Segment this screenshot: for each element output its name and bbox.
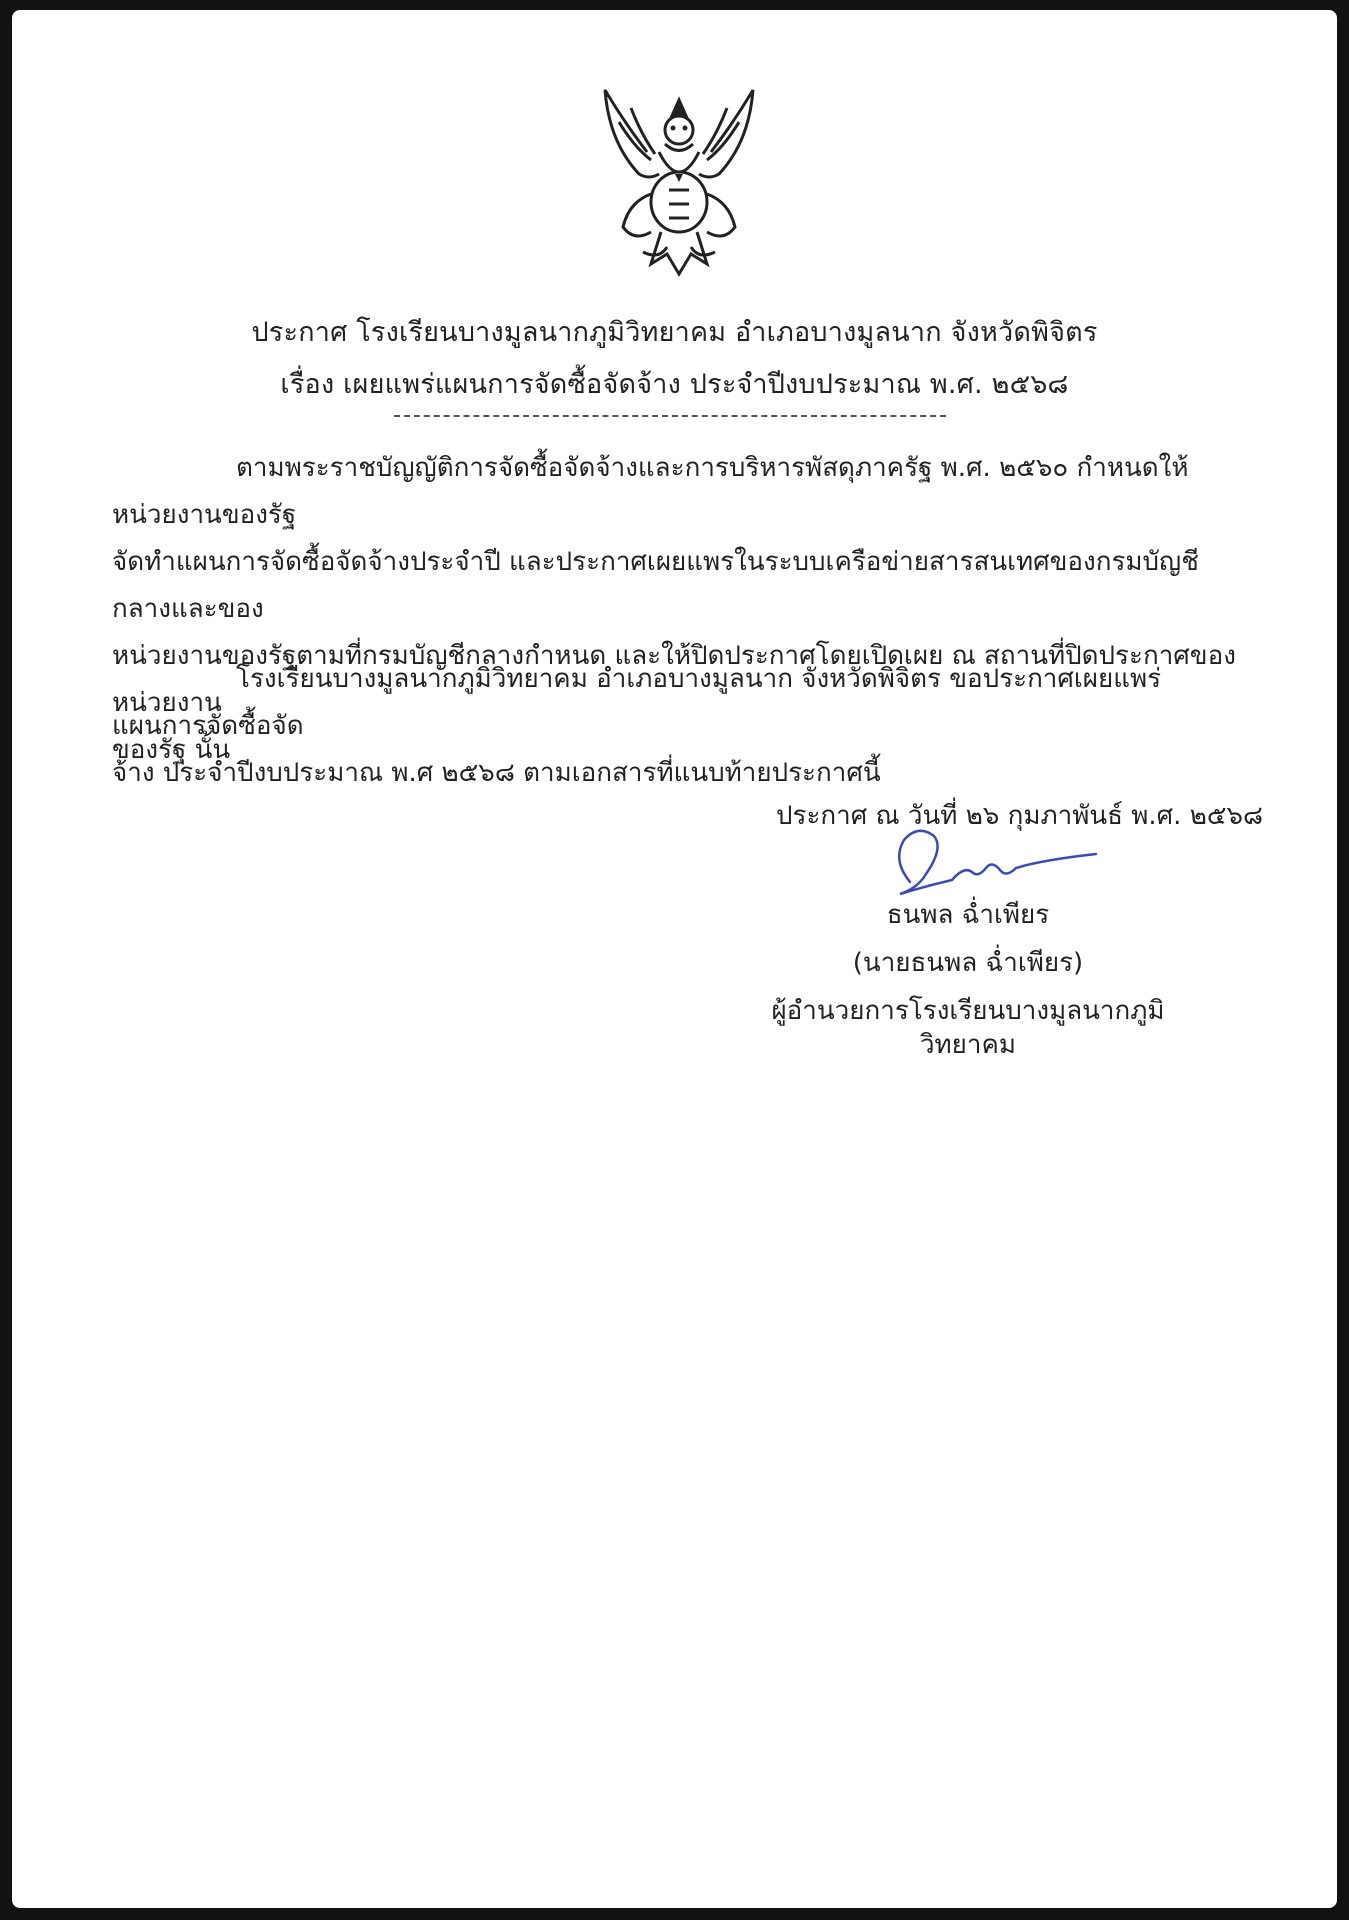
signer-full-name: (นายธนพล ฉ่ำเพียร): [852, 948, 1084, 978]
body-paragraph-1: ตามพระราชบัญญัติการจัดซื้อจัดจ้างและการบริหารพัสดุภาครัฐ พ.ศ. ๒๕๖๐ กำหนดให้หน่วยงานของรัฐ จัดทำแผนการจัดซื้อจัดจ้างประจำปี และประกาศเผยแพรในระบบเครือข่ายสารสนเทศของกรมบัญชีกลางและของ หน่วยงานของรัฐตามที่กรมบัญชีกลางกำหนด และให้ปิดประกาศโดยเปิดเผย ณ สถานที่ปิดประกาศของหน่วยงาน ของรัฐ นั้น: [112, 453, 1236, 765]
signer-position: ผู้อำนวยการโรงเรียนบางมูลนากภูมิวิทยาคม: [771, 996, 1165, 1060]
title-divider: [394, 415, 946, 417]
announcement-subject: เรื่อง เผยแพร่แผนการจัดซื้อจัดจ้าง ประจำปีงบประมาณ พ.ศ. ๒๕๖๘: [280, 369, 1069, 400]
body-paragraph-2: โรงเรียนบางมูลนากภูมิวิทยาคม อำเภอบางมูลนาก จังหวัดพิจิตร ขอประกาศเผยแพร่แผนการจัดซื้อจัด จ้าง ประจำปีงบประมาณ พ.ศ ๒๕๖๘ ตามเอกสารที่แนบท้ายประกาศนี้: [112, 664, 1162, 788]
document-page: [12, 10, 1337, 1908]
announcement-title: ประกาศ โรงเรียนบางมูลนากภูมิวิทยาคม อำเภอบางมูลนาก จังหวัดพิจิตร: [251, 317, 1098, 348]
signer-name: ธนพล ฉ่ำเพียร: [886, 900, 1050, 930]
garuda-emblem-icon: [589, 82, 769, 282]
signature-block: [748, 898, 1188, 1060]
announcement-date: ประกาศ ณ วันที่ ๒๖ กุมภาพันธ์ พ.ศ. ๒๕๖๘: [776, 801, 1264, 831]
handwritten-signature: [882, 820, 1102, 900]
